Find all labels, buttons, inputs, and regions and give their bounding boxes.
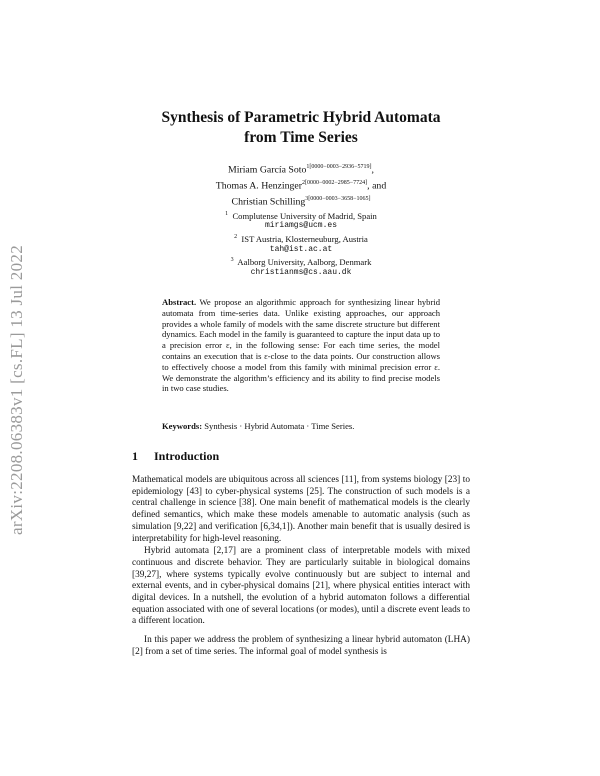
affiliation-1-mark: 1 [225, 211, 229, 217]
arxiv-id: arXiv:2208.06383v1 [cs.FL] 13 Jul 2022 [7, 245, 26, 535]
arxiv-sidebar-stamp [4, 210, 30, 570]
author-2-name: Thomas A. Henzinger [215, 180, 303, 192]
author-3-name: Christian Schilling [231, 195, 306, 207]
author-3-orcid: 3[0000−0003−3658−1065] [305, 195, 371, 202]
affiliation-3-mark: 3 [230, 257, 234, 264]
affiliation-2-name: IST Austria, Klosterneuburg, Austria [241, 233, 368, 244]
title-line-2: from Time Series [244, 129, 358, 146]
author-1-name: Miriam García Soto [228, 164, 307, 176]
abstract-text: We propose an algorithmic approach for synthesizing linear hybrid automata from time-series data. Unlike existing approaches, our approach provides a whole family of models with the same discrete structure but different dynamics. Each model in the family is guaranteed to capture the input data up to a precision error ε, in the following sense: For each time series, the model contains an execution that is ε-close to the data points. Our construction allows to effectively choose a model from this family with minimal precision error ε. We demonstrate the algorithm’s efficiency and its ability to find precise models in two case studies. [162, 297, 441, 394]
paragraph-2: Hybrid automata [2,17] are a prominent class of interpretable models with mixed continuous and discrete behavior. They are particularly suitable in biological domains [39,27], where systems typically evolve continuously but are subject to internal and external events, and in cyber-physical domains [21], where physical entities interact with digital devices. In a nutshell, the evolution of a hybrid automaton follows a differential equation associated with one of several locations (or modes), until a discrete event leads to a different location. [132, 546, 470, 627]
author-1 [132, 161, 470, 177]
author-2-sep: , and [367, 180, 387, 192]
author-1-sep: , [371, 164, 374, 176]
affiliation-3-name: Aalborg University, Aalborg, Denmark [237, 256, 372, 267]
affiliation-list [132, 209, 470, 278]
affiliation-2-mark: 2 [234, 234, 238, 241]
keywords-label: Keywords: [162, 421, 203, 431]
author-3 [132, 193, 470, 209]
affiliation-1-name: Complutense University of Madrid, Spain [232, 210, 377, 221]
affiliation-2-email[interactable]: tah@ist.ac.at [269, 244, 333, 254]
affiliation-1 [132, 209, 470, 221]
author-1-orcid: 1[0000−0003−2936−5719] [306, 164, 372, 170]
affiliation-2 [132, 232, 470, 244]
abstract [162, 297, 440, 394]
title-line-1: Synthesis of Parametric Hybrid Automata [161, 109, 441, 126]
section-title: Introduction [154, 449, 220, 463]
author-list [132, 161, 470, 208]
section-number: 1 [132, 449, 138, 463]
affiliation-1-email[interactable]: miriamgs@ucm.es [264, 221, 337, 231]
affiliation-3 [132, 255, 470, 267]
abstract-label: Abstract. [162, 297, 197, 307]
keywords [162, 421, 440, 431]
paper-title [132, 108, 470, 148]
affiliation-3-email[interactable]: christianms@cs.aau.dk [250, 267, 352, 277]
paragraph-1: Mathematical models are ubiquitous across all sciences [11], from systems biology [23] to epidemiology [43] to cyber-physical systems [25]. The construction of such models is a central challenge in science [38]. One main benefit of mathematical models is the clearly defined semantics, which make these models amenable to automatic analysis (such as simulation [9,22] and verification [6,34,1]). Another main benefit that is usually desired is interpretability for high-level reasoning. [132, 475, 470, 544]
paragraph-3: In this paper we address the problem of synthesizing a linear hybrid automaton (LHA) [2] from a set of time series. The informal goal of model synthesis is [132, 635, 470, 657]
section-body [132, 475, 470, 659]
author-2 [132, 177, 470, 193]
author-2-orcid: 2[0000−0002−2985−7724] [302, 179, 368, 186]
section-heading [132, 449, 470, 464]
keywords-text: Synthesis · Hybrid Automata · Time Series. [204, 421, 355, 431]
